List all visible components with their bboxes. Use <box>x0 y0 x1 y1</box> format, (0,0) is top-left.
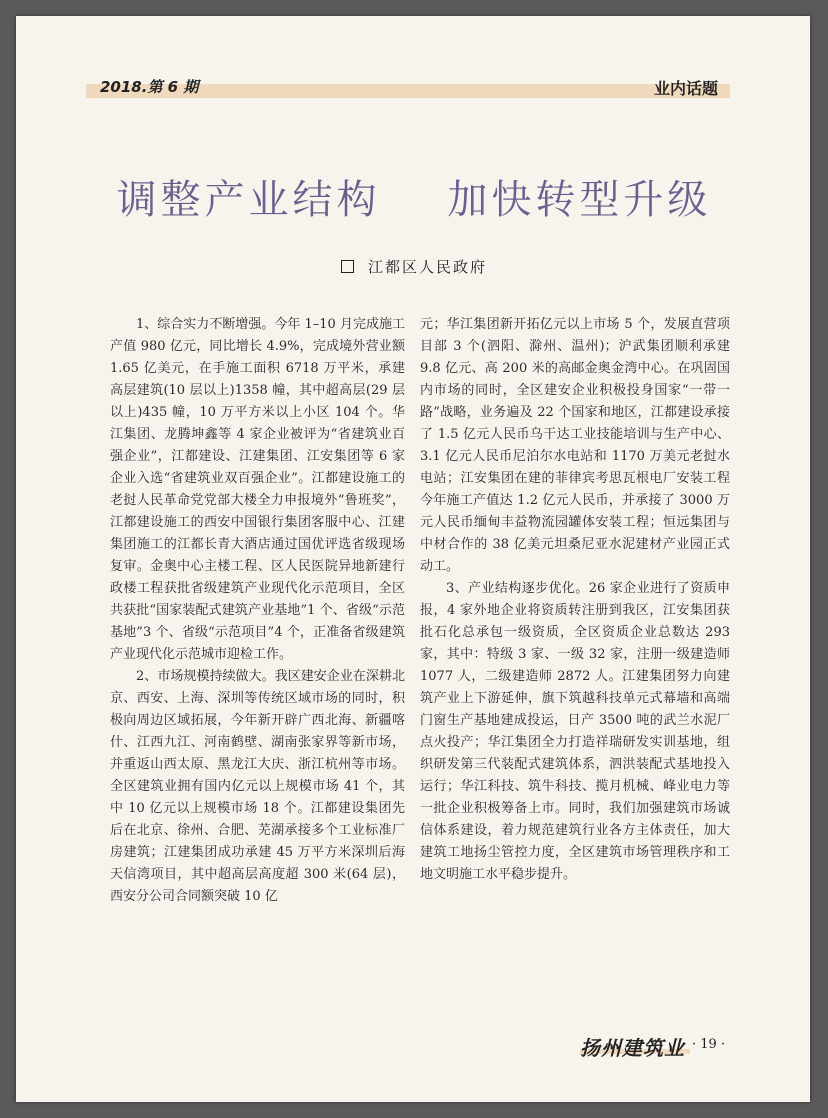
paragraph: 2、市场规模持续做大。我区建安企业在深耕北京、西安、上海、深圳等传统区域市场的同时，积极向周边区域拓展，今年新开辟广西北海、新疆喀什、江西九江、河南鹤壁、湖南张家界等新市场，并重返山西太原、黑龙江大庆、浙江杭州等市场。全区建筑业拥有国内亿元以上规模市场 41 个，其中 10 亿元以上规模市场 18 个。江都建设集团先后在北京、徐州、合肥、芜湖承接多个工业标准厂房建筑；江建集团成功承建 45 万平方米深圳后海天信湾项目，其中超高层高度超 300 米(64 层)，西安分公司合同额突破 10 亿 <box>110 669 405 904</box>
section-label: 业内话题 <box>653 79 718 98</box>
paragraph: 1、综合实力不断增强。今年 1–10 月完成施工产值 980 亿元，同比增长 4.9%，完成境外营业额 1.65 亿美元，在手施工面积 6718 万平米，承建高层建筑(10 层以上)1358 幢，其中超高层(29 层以上)435 幢，10 万平方米以上小区 104 个。华江集团、龙腾坤鑫等 4 家企业被评为“省建筑业百强企业”，江都建设、江建集团、江安集团等 6 家企业入选“省建筑业双百强企业”。江都建设施工的老挝人民革命党党部大楼全力申报境外“鲁班奖”，江都建设施工的西安中国银行集团客服中心、江建集团施工的江都长青大酒店通过国优评选省级现场复审。金奥中心主楼工程、区人民医院异地新建行政楼工程获批省级建筑产业现代化示范项目，全区共获批“国家装配式建筑产业基地”1 个、省级“示范基地”3 个、省级“示范项目”4 个，正准备省级建筑产业现代化示范城市迎检工作。 <box>110 317 405 662</box>
magazine-logo: 扬州建筑业 <box>580 1036 685 1060</box>
left-column <box>110 314 405 908</box>
paragraph: 元；华江集团新开拓亿元以上市场 5 个，发展直营项目部 3 个(泗阳、滁州、温州)；沪武集团顺利承建 9.8 亿元、高 200 米的高邮金奥金湾中心。在巩固国内市场的同时，全区建安企业积极投身国家“一带一路”战略，业务遍及 22 个国家和地区，江都建设承接了 1.5 亿元人民币乌干达工业技能培训与生产中心、3.1 亿元人民币尼泊尔水电站和 1170 万美元老挝水电站；江安集团在建的菲律宾考思瓦根电厂安装工程今年施工产值达 1.2 亿元人民币，并承接了 3000 万元人民币缅甸丰益物流园罐体安装工程；恒远集团与中材合作的 38 亿美元坦桑尼亚水泥建材产业园正式动工。 <box>420 317 730 574</box>
page-number: · 19 · <box>692 1037 726 1052</box>
right-column <box>420 314 730 886</box>
issue-label: 2018.第 6 期 <box>100 78 199 96</box>
author-name: 江都区人民政府 <box>367 258 487 276</box>
paragraph: 3、产业结构逐步优化。26 家企业进行了资质申报，4 家外地企业将资质转注册到我区，江安集团获批石化总承包一级资质，全区资质企业总数达 293 家，其中：特级 3 家、一级 32 家，注册一级建造师 1077 人，二级建造师 2872 人。江建集团努力向建筑产业上下游延伸，旗下筑越科技单元式幕墙和高端门窗生产基地建成投运，日产 3500 吨的武兰水泥厂点火投产；华江集团全力打造祥瑞研发实训基地，组织研发第三代装配式建筑体系，泗洪装配式基地投入运行；华江科技、筑牛科技、揽月机械、峰业电力等一批企业积极筹备上市。同时，我们加强建筑市场诚信体系建设，着力规范建筑行业各方主体责任，加大建筑工地扬尘管控力度，全区建筑市场管理秩序和工地文明施工水平稳步提升。 <box>420 581 730 882</box>
article-author <box>0 256 828 277</box>
article-title: 调整产业结构 加快转型升级 <box>116 177 712 223</box>
square-bullet-icon <box>341 260 354 273</box>
